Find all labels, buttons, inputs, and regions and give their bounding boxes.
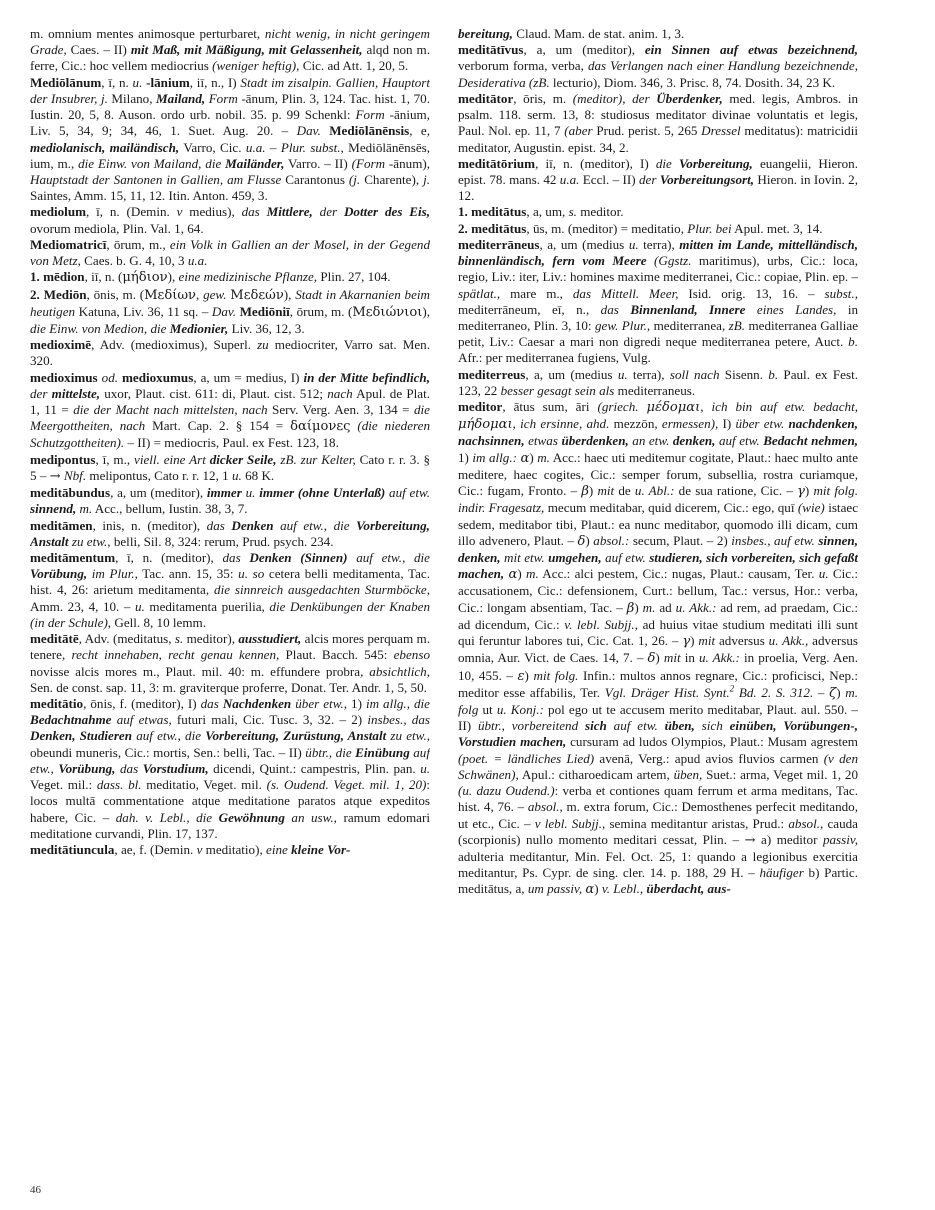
entry-meditatus-1: 1. meditātus, a, um, s. meditor. <box>458 204 624 220</box>
page-columns <box>30 26 907 1171</box>
entry-mediolanum: Mediōlānum, ī, n. u. -lānium, iī, n., I) Stadt im zisalpin. Gallien, Hauptort der Insubrer, j. Milano, Mailand, Form -ānum, Plin. 3, 124. Tac. hist. 1, 70. Iustin. 20, 5, 8. Auson. ordo urb. nobil. 35. p. 99 Schenkl: Form -ānium, Liv. 5, 34, 9; 34, 46, 1. Suet. Aug. 20. – Dav. Mediōlānēnsis, e, mediolanisch, mailändisch, Varro, Cic. u.a. – Plur. subst., Mediōlānēnsēs, ium, m., die Einw. von Mailand, die Mailänder, Varro. – II) (Form -ānum), Hauptstadt der Santonen in Gallien, am Flusse Carantonus (j. Charente), j. Saintes, Amm. 15, 11, 12. Itin. Anton. 459, 3. <box>30 74 430 204</box>
entry-medioximus: medioximus od. medioxumus, a, um = medius, I) in der Mitte befindlich, der mittelste, uxor, Plaut. cist. 611: di, Plaut. cist. 512; nach Apul. de Plat. 1, 11 = die der Macht nach mittelsten, nach Serv. Verg. Aen. 3, 134 = die Meergottheiten, nach Mart. Cap. 2. § 154 = δαίμονες (die niederen Schutzgottheiten). – II) = mediocris, Paul. ex Fest. 123, 18. <box>30 369 430 451</box>
page-number: 46 <box>30 1184 41 1196</box>
entry-meditatiuncula-continued: bereitung, Claud. Mam. de stat. anim. 1, 3. <box>458 26 685 41</box>
entry-mediocris-continued: m. omnium mentes animosque perturbaret, nicht wenig, in nicht geringem Grade, Caes. – II) mit Maß, mit Mäßigung, mit Gelassenheit, alqd non m. ferre, Cic.: hoc vellem mediocrius (weniger heftig), Cic. ad Att. 1, 20, 5. <box>30 26 430 74</box>
entry-mediterraneus: mediterrāneus, a, um (medius u. terra), mitten im Lande, mittelländisch, binnenländisch, fern vom Meere (Ggstz. maritimus), urbs, Cic.: loca, regio, Liv.: iter, Liv.: homines maxime mediterranei, Cic.: copiae, Plin. ep. – spätlat., mare m., das Mittell. Meer, Isid. orig. 13, 16. – subst., mediterrāneum, eī, n., das Binnenland, Innere eines Landes, in mediterraneo, Plin. 3, 10: gew. Plur., mediterranea, zB. mediterranea Galliae petit, Liv.: Caesar a mari non digredi neque mediterranea petere, Auct. b. Afr.: per mediterranea fugiens, Vulg. <box>458 236 858 366</box>
entry-mediolum: mediolum, ī, n. (Demin. v medius), das Mittlere, der Dotter des Eis, ovorum mediola, Plin. Val. 1, 64. <box>30 204 430 236</box>
entry-meditamen: meditāmen, inis, n. (meditor), das Denken auf etw., die Vorbereitung, Anstalt zu etw., belli, Sil. 8, 324: rerum, Prud. psych. 234. <box>30 517 430 549</box>
entry-meditator: meditātor, ōris, m. (meditor), der Überdenker, med. legis, Ambros. in psalm. 118. serm. 13, 8: studiosus meditator divinae voluntatis et legis, Paul. Nol. ep. 11, 7 (aber Prud. perist. 5, 265 Dressel meditatus): matricidii meditator, Augustin. epist. 34, 2. <box>458 90 858 155</box>
entry-meditatiuncula: meditātiuncula, ae, f. (Demin. v meditatio), eine kleine Vor- <box>30 841 351 857</box>
entry-medion-1: 1. mēdion, iī, n. (μήδιον), eine medizinische Pflanze, Plin. 27, 104. <box>30 269 391 286</box>
left-text-column <box>30 26 430 1171</box>
entry-mediomatrici: Mediomatricī, ōrum, m., ein Volk in Gallien an der Mosel, in der Gegend von Metz, Caes. b. G. 4, 10, 3 u.a. <box>30 236 430 269</box>
entry-mediterreus: mediterreus, a, um (medius u. terra), soll nach Sisenn. b. Paul. ex Fest. 123, 22 besser gesagt sein als mediterraneus. <box>458 366 858 398</box>
entry-medion-2: 2. Mediōn, ōnis, m. (Μεδίων, gew. Μεδεών), Stadt in Akarnanien beim heutigen Katuna, Liv. 36, 11 sq. – Dav. Mediōniī, ōrum, m. (Μεδιώνιοι), die Einw. von Medion, die Medionier, Liv. 36, 12, 3. <box>30 286 430 336</box>
entry-meditatio: meditātio, ōnis, f. (meditor), I) das Nachdenken über etw., 1) im allg., die Bedachtnahme auf etwas, futuri mali, Cic. Tusc. 3, 32. – 2) insbes., das Denken, Studieren auf etw., die Vorbereitung, Zurüstung, Anstalt zu etw., obeundi muneris, Cic.: mortis, Sen.: belli, Tac. – II) übtr., die Einübung auf etw., Vorübung, das Vorstudium, dicendi, Quint.: campestris, Plin. pan. u. Veget. mil.: dass. bl. meditatio, Veget. mil. (s. Oudend. Veget. mil. 1, 20): locos multā commentatione atque meditatione paratos atque expeditos habere, Cic. – dah. v. Lebl., die Gewöhnung an usw., ramum edomari meditatione curvandi, Plin. 17, 137. <box>30 695 430 841</box>
right-text-column <box>458 26 858 1171</box>
entry-medioxime: medioximē, Adv. (medioximus), Superl. zu mediocriter, Varro sat. Men. 320. <box>30 337 430 369</box>
entry-medipontus: medipontus, ī, m., viell. eine Art dicker Seile, zB. zur Kelter, Cato r. r. 3. § 5 – → Nbf. melipontus, Cato r. r. 12, 1 u. 68 K. <box>30 451 430 484</box>
entry-meditamentum: meditāmentum, ī, n. (meditor), das Denken (Sinnen) auf etw., die Vorübung, im Plur., Tac. ann. 15, 35: u. so cetera belli meditamenta, Tac. hist. 4, 26: arietum meditamenta, die sinnreich ausgedachten Sturmböcke, Amm. 23, 4, 10. – u. meditamenta puerilia, die Denkübungen der Knaben (in der Schule), Gell. 8, 10 lemm. <box>30 550 430 630</box>
entry-meditor: meditor, ātus sum, āri (griech. μέδομαι, ich bin auf etw. bedacht, μήδομαι, ich ersinne, ahd. mezzōn, ermessen), I) über etw. nachdenken, nachsinnen, etwas überdenken, an etw. denken, auf etw. Bedacht nehmen, 1) im allg.: α) m. Acc.: haec uti meditemur cogitate, Plaut.: haec multo ante meditere, haec cogites, Cic.: semper forum, subsellia, rostra curiamque, Cic.: fugam, Fronto. – β) mit de u. Abl.: de sua ratione, Cic. – γ) mit folg. indir. Fragesatz, mecum meditabar, quid dicerem, Cic.: ego, quī (wie) istaec sedem, meditabor tibi, Plaut.: ea nunc meditabor, quomodo illi dicam, cum illo advenero, Plaut. – δ) absol.: secum, Plaut. – 2) insbes., auf etw. sinnen, denken, mit etw. umgehen, auf etw. studieren, sich vorbereiten, sich gefaßt machen, α) m. Acc.: alci pestem, Cic.: nugas, Plaut.: causam, Ter. u. Cic.: accusationem, Cic.: defensionem, Curt.: bellum, Tac.: versus, Hor.: verba, Cic.: longam absentiam, Tac. – β) m. ad u. Akk.: ad rem, ad praedam, Cic.: ad dicendum, Cic.: v. lebl. Subjj., ad huius vitae studium meditati illi sunt qui feruntur labores tui, Cic. Cat. 1, 26. – γ) mit adversus u. Akk., adversus omnia, Aur. Vict. de Caes. 14, 7. – δ) mit in u. Akk.: in proelia, Verg. Aen. 10, 455. – ε) mit folg. Infin.: multos annos regnare, Cic.: proficisci, Nep.: meditor esse affabilis, Ter. Vgl. Dräger Hist. Synt.$^2$ Bd. 2. S. 312. – ζ) m. folg ut u. Konj.: pol ego ut te accusem merito meditabar, Plaut. aul. 550. – II) übtr., vorbereitend sich auf etw. üben, sich einüben, Vorübungen-, Vorstudien machen, cursuram ad ludos Olympios, Plaut.: Musam agrestem (poet. = ländliches Lied) avenā, Verg.: apud avios fluvios carmen (v den Schwänen), Apul.: citharoedicam artem, üben, Suet.: arma, Veget mil. 1, 20 (u. dazu Oudend.): verba et contiones quam ferrum et arma meditans, Tac. hist. 4, 76. – absol., m. extra forum, Cic.: Demosthenes perfecit meditando, ut etc., Cic. – v lebl. Subjj., semina meditantur aristas, Prud.: absol., cauda (scorpionis) nullo momento meditari cessat, Plin. – → a) meditor passiv, adulteria meditantur, Min. Fel. Oct. 25, 1: quando a legionibus exercitia meditantur, Ps. Cypr. de sing. cler. 14. p. 188, 29 H. – häufiger b) Partic. meditātus, a, um passiv, α) v. Lebl., überdacht, aus- <box>458 399 858 898</box>
entry-meditativus: meditātīvus, a, um (meditor), ein Sinnen auf etwas bezeichnend, verborum forma, verba, das Verlangen nach einer Handlung bezeichnende, Desiderativa (zB. lecturio), Diom. 346, 3. Prisc. 8, 74. Dosith. 34, 23 K. <box>458 42 858 90</box>
entry-meditatorium: meditātōrium, iī, n. (meditor), I) die Vorbereitung, euangelii, Hieron. epist. 78. mans. 42 u.a. Eccl. – II) der Vorbereitungsort, Hieron. in Iovin. 2, 12. <box>458 155 858 204</box>
entry-meditate: meditātē, Adv. (meditatus, s. meditor), ausstudiert, alcis mores perquam m. tenere, recht innehaben, recht genau kennen, Plaut. Bacch. 545: ebenso novisse alcis mores m., Plaut. mil. 40: m. effundere probra, absichtlich, Sen. de const. sap. 11, 3: m. graviterque proferre, Donat. Ter. Andr. 1, 5, 50. <box>30 631 430 695</box>
entry-meditabundus: meditābundus, a, um (meditor), immer u. immer (ohne Unterlaß) auf etw. sinnend, m. Acc., bellum, Iustin. 38, 3, 7. <box>30 485 430 517</box>
entry-meditatus-2: 2. meditātus, ūs, m. (meditor) = meditatio, Plur. bei Apul. met. 3, 14. <box>458 220 823 236</box>
